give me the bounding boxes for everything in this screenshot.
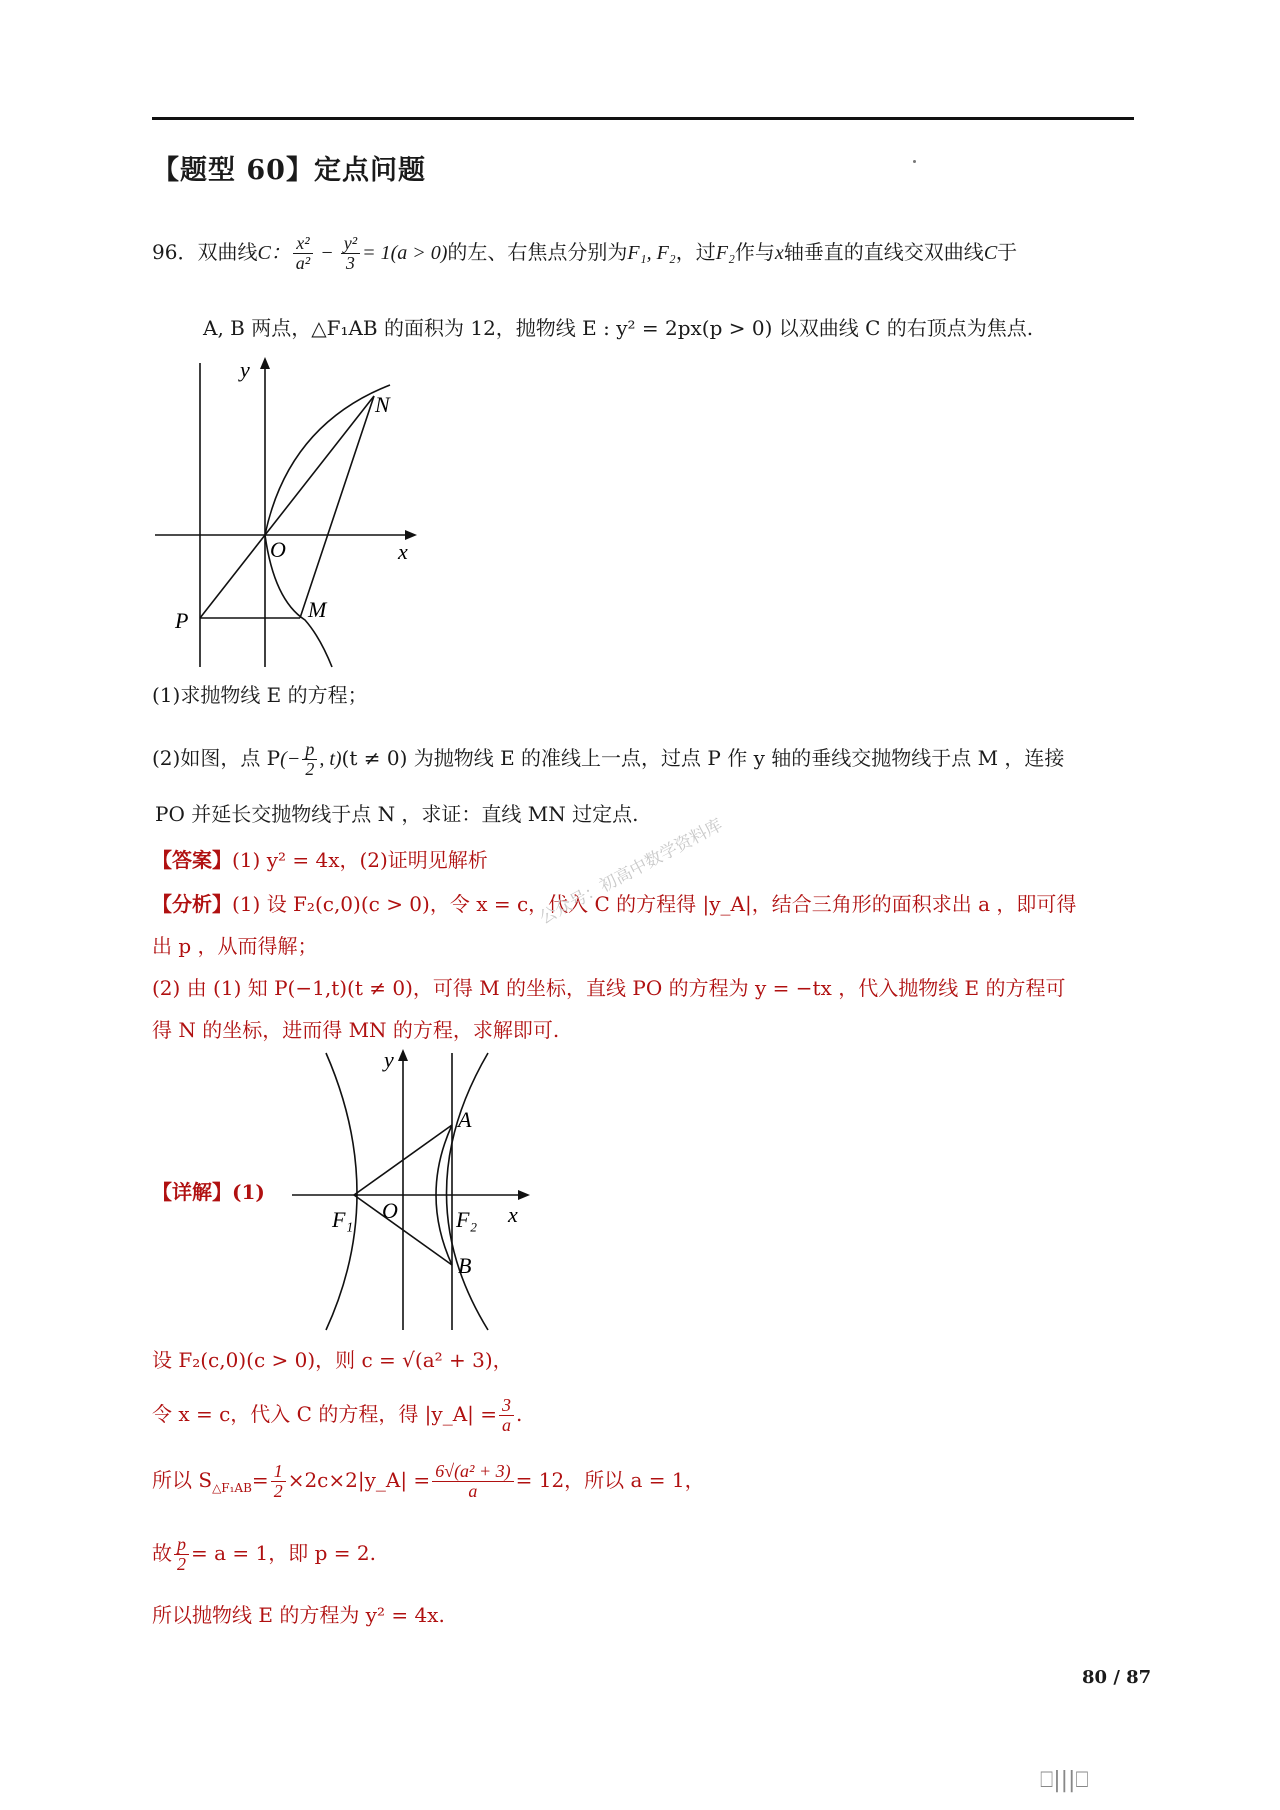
detail-step-1: 设 F₂(c,0)(c > 0)，则 c = √(a² + 3)，	[152, 1348, 513, 1372]
text-segment: 所以 S	[152, 1467, 213, 1492]
frac-den: a	[468, 1480, 478, 1501]
frac-num: p	[174, 1535, 189, 1555]
text-segment: 作与	[734, 239, 775, 264]
frac-den: a	[502, 1414, 512, 1435]
c-var: C	[983, 241, 998, 264]
frac-num: 1	[271, 1462, 286, 1482]
foci: F₁, F₂	[627, 241, 676, 264]
text-segment: (2)如图，点 P	[152, 745, 281, 770]
detail-step-4	[152, 1535, 376, 1574]
text-segment: 令 x = c，代入 C 的方程，得 |y_A| =	[152, 1401, 498, 1426]
figure-parabola	[150, 355, 420, 675]
problem-line-1: 96．双曲线C： $\frac{\text{x²}}{\text{a²}}$ − $\frac{\text{y²}}{3}$ = 1(a > 0)的左、右焦点分别为F₁, F₂，过F₂作与x轴垂直的直线交双曲线C于	[152, 233, 1018, 273]
frac-den: 2	[273, 1480, 283, 1501]
page-number: 80 / 87	[1082, 1667, 1152, 1688]
analysis-label: 【分析】	[152, 892, 232, 916]
text-segment: (t ≠ 0) 为抛物线 E 的准线上一点，过点 P 作 y 轴的垂线交抛物线于点 M ，连接	[341, 745, 1065, 770]
fraction-p-over-2	[174, 1535, 189, 1574]
problem-number: 96．	[152, 239, 198, 264]
text-segment: 故	[152, 1540, 172, 1565]
text-segment: ×2c×2|y_A| =	[287, 1467, 431, 1492]
label-f2: F₂	[456, 1207, 478, 1232]
curve-c: C：	[257, 241, 291, 264]
question-1: (1)求抛物线 E 的方程；	[152, 683, 368, 707]
barcode-icon: ⎕|||⎕	[1040, 1768, 1089, 1793]
line-mn	[300, 396, 374, 618]
detail-step-3	[152, 1462, 705, 1501]
fraction-6sqrt-over-a	[432, 1462, 513, 1501]
frac-num: x²	[293, 234, 313, 254]
text-segment: = 12，所以 a = 1，	[515, 1467, 705, 1492]
answer-text: (1) y² = 4x，(2)证明见解析	[232, 848, 488, 872]
question-2-line-2: PO 并延长交抛物线于点 N ，求证：直线 MN 过定点.	[155, 802, 639, 826]
label-f1: F₁	[332, 1207, 354, 1232]
label-o: O	[382, 1198, 398, 1223]
label-x: x	[508, 1202, 518, 1227]
text-segment: 轴垂直的直线交双曲线	[783, 239, 984, 264]
fraction-y-over-3	[341, 234, 360, 273]
frac-num: y²	[341, 234, 360, 254]
label-n: N	[375, 392, 390, 417]
label-o: O	[270, 537, 286, 562]
label-y: y	[240, 357, 250, 382]
label-x: x	[398, 539, 408, 564]
text-segment: 的左、右焦点分别为	[447, 239, 628, 264]
section-title: 【题型 60】定点问题	[152, 155, 426, 186]
text-segment: 于	[997, 239, 1018, 264]
frac-den: 2	[177, 1553, 186, 1574]
analysis-text: (1) 设 F₂(c,0)(c > 0)，令 x = c，代入 C 的方程得 |y_A|，结合三角形的面积求出 a ，即可得	[232, 892, 1077, 916]
text-segment: = a = 1，即 p = 2.	[191, 1540, 376, 1565]
fraction-p-over-2	[302, 740, 317, 779]
frac-num: 6√(a² + 3)	[432, 1462, 513, 1482]
detail-label: 【详解】(1)	[152, 1180, 265, 1204]
label-a: A	[458, 1107, 472, 1132]
question-2-line-1: (2)如图，点 P(− $\frac{p}{2}$ , t)(t ≠ 0) 为抛物线 E 的准线上一点，过点 P 作 y 轴的垂线交抛物线于点 M ，连接	[152, 739, 1065, 779]
focus-f2: F₂	[715, 241, 735, 264]
label-p: P	[175, 608, 189, 633]
stray-dot	[913, 160, 916, 163]
detail-step-5: 所以抛物线 E 的方程为 y² = 4x.	[152, 1603, 445, 1627]
analysis-line-2: 出 p ，从而得解；	[152, 934, 318, 958]
equation-rhs: = 1(a > 0)	[362, 241, 448, 264]
frac-num: 3	[499, 1396, 514, 1416]
text-hyperbola: 双曲线	[197, 239, 258, 264]
frac-num: p	[302, 740, 317, 760]
figure-hyperbola	[290, 1045, 535, 1335]
watermark: 公众号：初高中数学资料库	[536, 815, 726, 929]
fraction-3-over-a	[499, 1396, 514, 1435]
fraction-x-over-a	[293, 234, 313, 273]
label-y: y	[384, 1047, 394, 1072]
frac-den: 2	[305, 758, 315, 779]
fraction-1-over-2	[271, 1462, 286, 1501]
frac-den: a²	[295, 252, 311, 273]
frac-den: 3	[345, 252, 355, 273]
label-b: B	[458, 1253, 472, 1278]
analysis-line-4: 得 N 的坐标，进而得 MN 的方程，求解即可.	[152, 1018, 560, 1042]
answer-label: 【答案】	[152, 848, 232, 872]
header-rule	[152, 117, 1134, 120]
subscript-triangle: △F₁AB	[212, 1480, 252, 1495]
label-m: M	[308, 597, 327, 622]
analysis-line-3: (2) 由 (1) 知 P(−1,t)(t ≠ 0)，可得 M 的坐标，直线 PO 的方程为 y = −tx ，代入抛物线 E 的方程可	[152, 976, 1066, 1000]
analysis-line-1	[152, 892, 1076, 916]
x-axis-arrow	[518, 1190, 530, 1200]
y-axis-arrow	[398, 1049, 408, 1061]
line-po-n	[200, 396, 374, 618]
y-axis-arrow	[260, 357, 270, 369]
text-segment: .	[516, 1401, 523, 1426]
text-segment: ，过	[675, 239, 716, 264]
problem-line-2: A, B 两点，△F₁AB 的面积为 12，抛物线 E : y² = 2px(p > 0) 以双曲线 C 的右顶点为焦点.	[203, 316, 1034, 340]
text-segment: =	[251, 1467, 269, 1492]
detail-step-2	[152, 1396, 522, 1435]
hyperbola-left-branch	[326, 1053, 357, 1330]
x-var: x	[774, 241, 784, 264]
answer-line	[152, 848, 488, 872]
parabola-curve	[265, 385, 390, 667]
